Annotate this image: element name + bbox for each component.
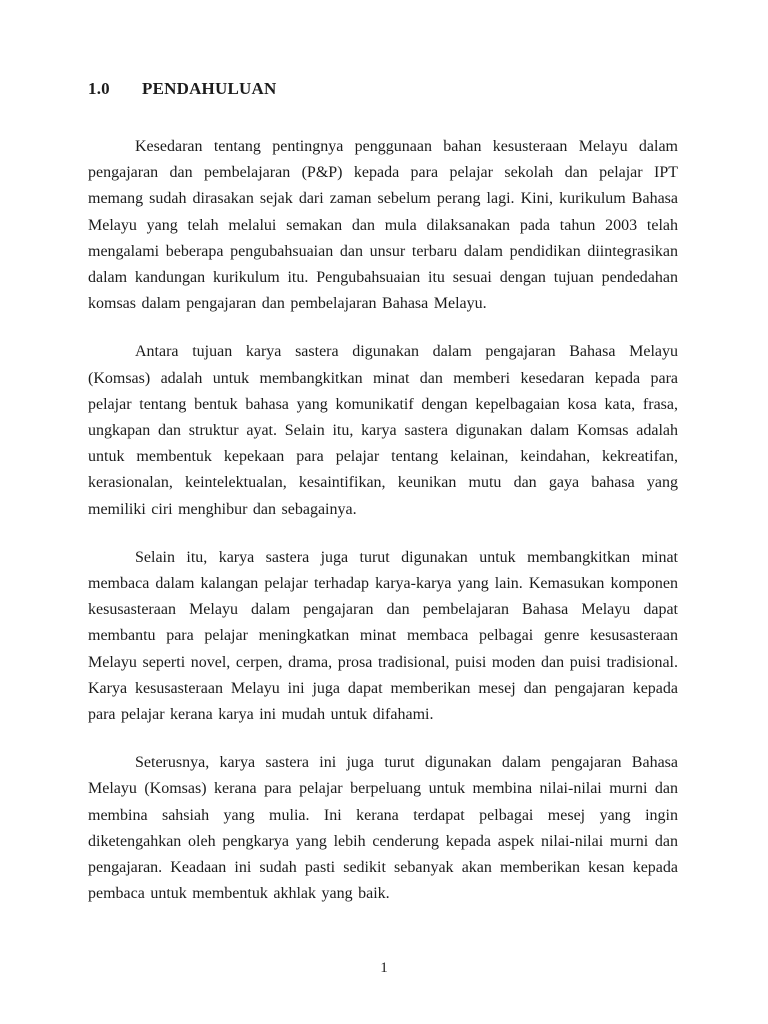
paragraph-4: Seterusnya, karya sastera ini juga turut digunakan dalam pengajaran Bahasa Melayu (Komsas) kerana para pelajar berpeluang untuk membina nilai-nilai murni dan membina sahsiah yang mulia. Ini kerana terdapat pelbagai mesej yang ingin diketengahkan oleh pengkarya yang lebih cenderung kepada aspek nilai-nilai murni dan pengajaran. Keadaan ini sudah pasti sedikit sebanyak akan memberikan kesan kepada pembaca untuk membentuk akhlak yang baik. [88,754,678,903]
paragraph-2: Antara tujuan karya sastera digunakan dalam pengajaran Bahasa Melayu (Komsas) adalah untuk membangkitkan minat dan memberi kesedaran kepada para pelajar tentang bentuk bahasa yang komunikatif dengan kepelbagaian kosa kata, frasa, ungkapan dan struktur ayat. Selain itu, karya sastera digunakan dalam Komsas adalah untuk membentuk kepekaan para pelajar tentang kelainan, keindahan, kekreatifan, kerasionalan, keintelektualan, kesaintifikan, keunikan mutu dan gaya bahasa yang memiliki ciri menghibur dan sebagainya. [88,343,678,518]
section-heading [88,76,678,102]
paragraph-1: Kesedaran tentang pentingnya penggunaan bahan kesusteraan Melayu dalam pengajaran dan pembelajaran (P&P) kepada para pelajar sekolah dan pelajar IPT memang sudah dirasakan sejak dari zaman sebelum perang lagi. Kini, kurikulum Bahasa Melayu yang telah melalui semakan dan mula dilaksanakan pada tahun 2003 telah mengalami beberapa pengubahsuaian dan unsur terbaru dalam pendidikan diintegrasikan dalam kandungan kurikulum itu. Pengubahsuaian itu sesuai dengan tujuan pendedahan komsas dalam pengajaran dan pembelajaran Bahasa Melayu. [88,138,678,313]
page-number: 1 [380,960,388,976]
section-title: PENDAHULUAN [142,79,277,98]
section-number: 1.0 [88,79,110,98]
paragraph-3: Selain itu, karya sastera juga turut digunakan untuk membangkitkan minat membaca dalam kalangan pelajar terhadap karya-karya yang lain. Kemasukan komponen kesusasteraan Melayu dalam pengajaran dan pembelajaran Bahasa Melayu dapat membantu para pelajar meningkatkan minat membaca pelbagai genre kesusasteraan Melayu seperti novel, cerpen, drama, prosa tradisional, puisi moden dan puisi tradisional. Karya kesusasteraan Melayu ini juga dapat memberikan mesej dan pengajaran kepada para pelajar kerana karya ini mudah untuk difahami. [88,548,678,724]
